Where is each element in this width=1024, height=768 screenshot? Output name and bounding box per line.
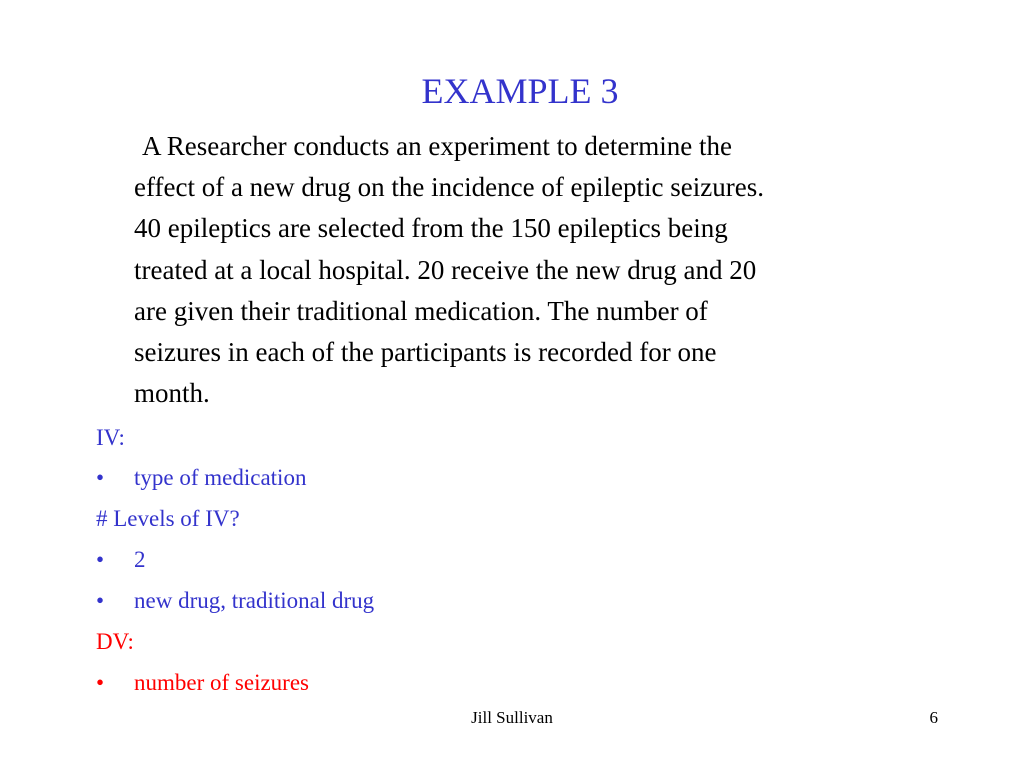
bullet-icon: •	[96, 547, 105, 572]
dv-heading-text: DV:	[96, 629, 134, 654]
levels-names-text: new drug, traditional drug	[134, 588, 375, 613]
paragraph-line: A Researcher conducts an experiment to determine the	[142, 131, 733, 161]
problem-paragraph	[134, 126, 954, 414]
page-number: 6	[929, 708, 938, 727]
levels-bullet-item	[96, 586, 374, 616]
levels-count-text: 2	[134, 547, 146, 572]
dv-bullet-item	[96, 668, 309, 698]
dv-bullet-text: number of seizures	[134, 670, 309, 695]
levels-heading-text: # Levels of IV?	[96, 506, 240, 531]
dv-heading	[96, 627, 134, 657]
paragraph-line: treated at a local hospital. 20 receive the new drug and 20	[134, 254, 757, 285]
bullet-icon: •	[96, 670, 105, 695]
footer-author: Jill Sullivan	[471, 708, 553, 727]
slide-title: EXAMPLE 3	[421, 71, 619, 111]
levels-bullet-item	[96, 545, 146, 575]
paragraph-line: are given their traditional medication. The number of	[134, 295, 708, 326]
paragraph-line: effect of a new drug on the incidence of epileptic seizures.	[134, 172, 764, 203]
paragraph-line: month.	[134, 378, 210, 409]
iv-bullet-item	[96, 463, 306, 493]
iv-bullet-text: type of medication	[134, 465, 307, 490]
bullet-icon: •	[96, 465, 105, 490]
paragraph-line: seizures in each of the participants is recorded for one	[134, 337, 717, 368]
levels-heading	[96, 504, 240, 534]
iv-heading	[96, 423, 125, 453]
bullet-icon: •	[96, 588, 105, 613]
iv-heading-text: IV:	[96, 425, 125, 450]
paragraph-line: 40 epileptics are selected from the 150 epileptics being	[134, 213, 728, 244]
